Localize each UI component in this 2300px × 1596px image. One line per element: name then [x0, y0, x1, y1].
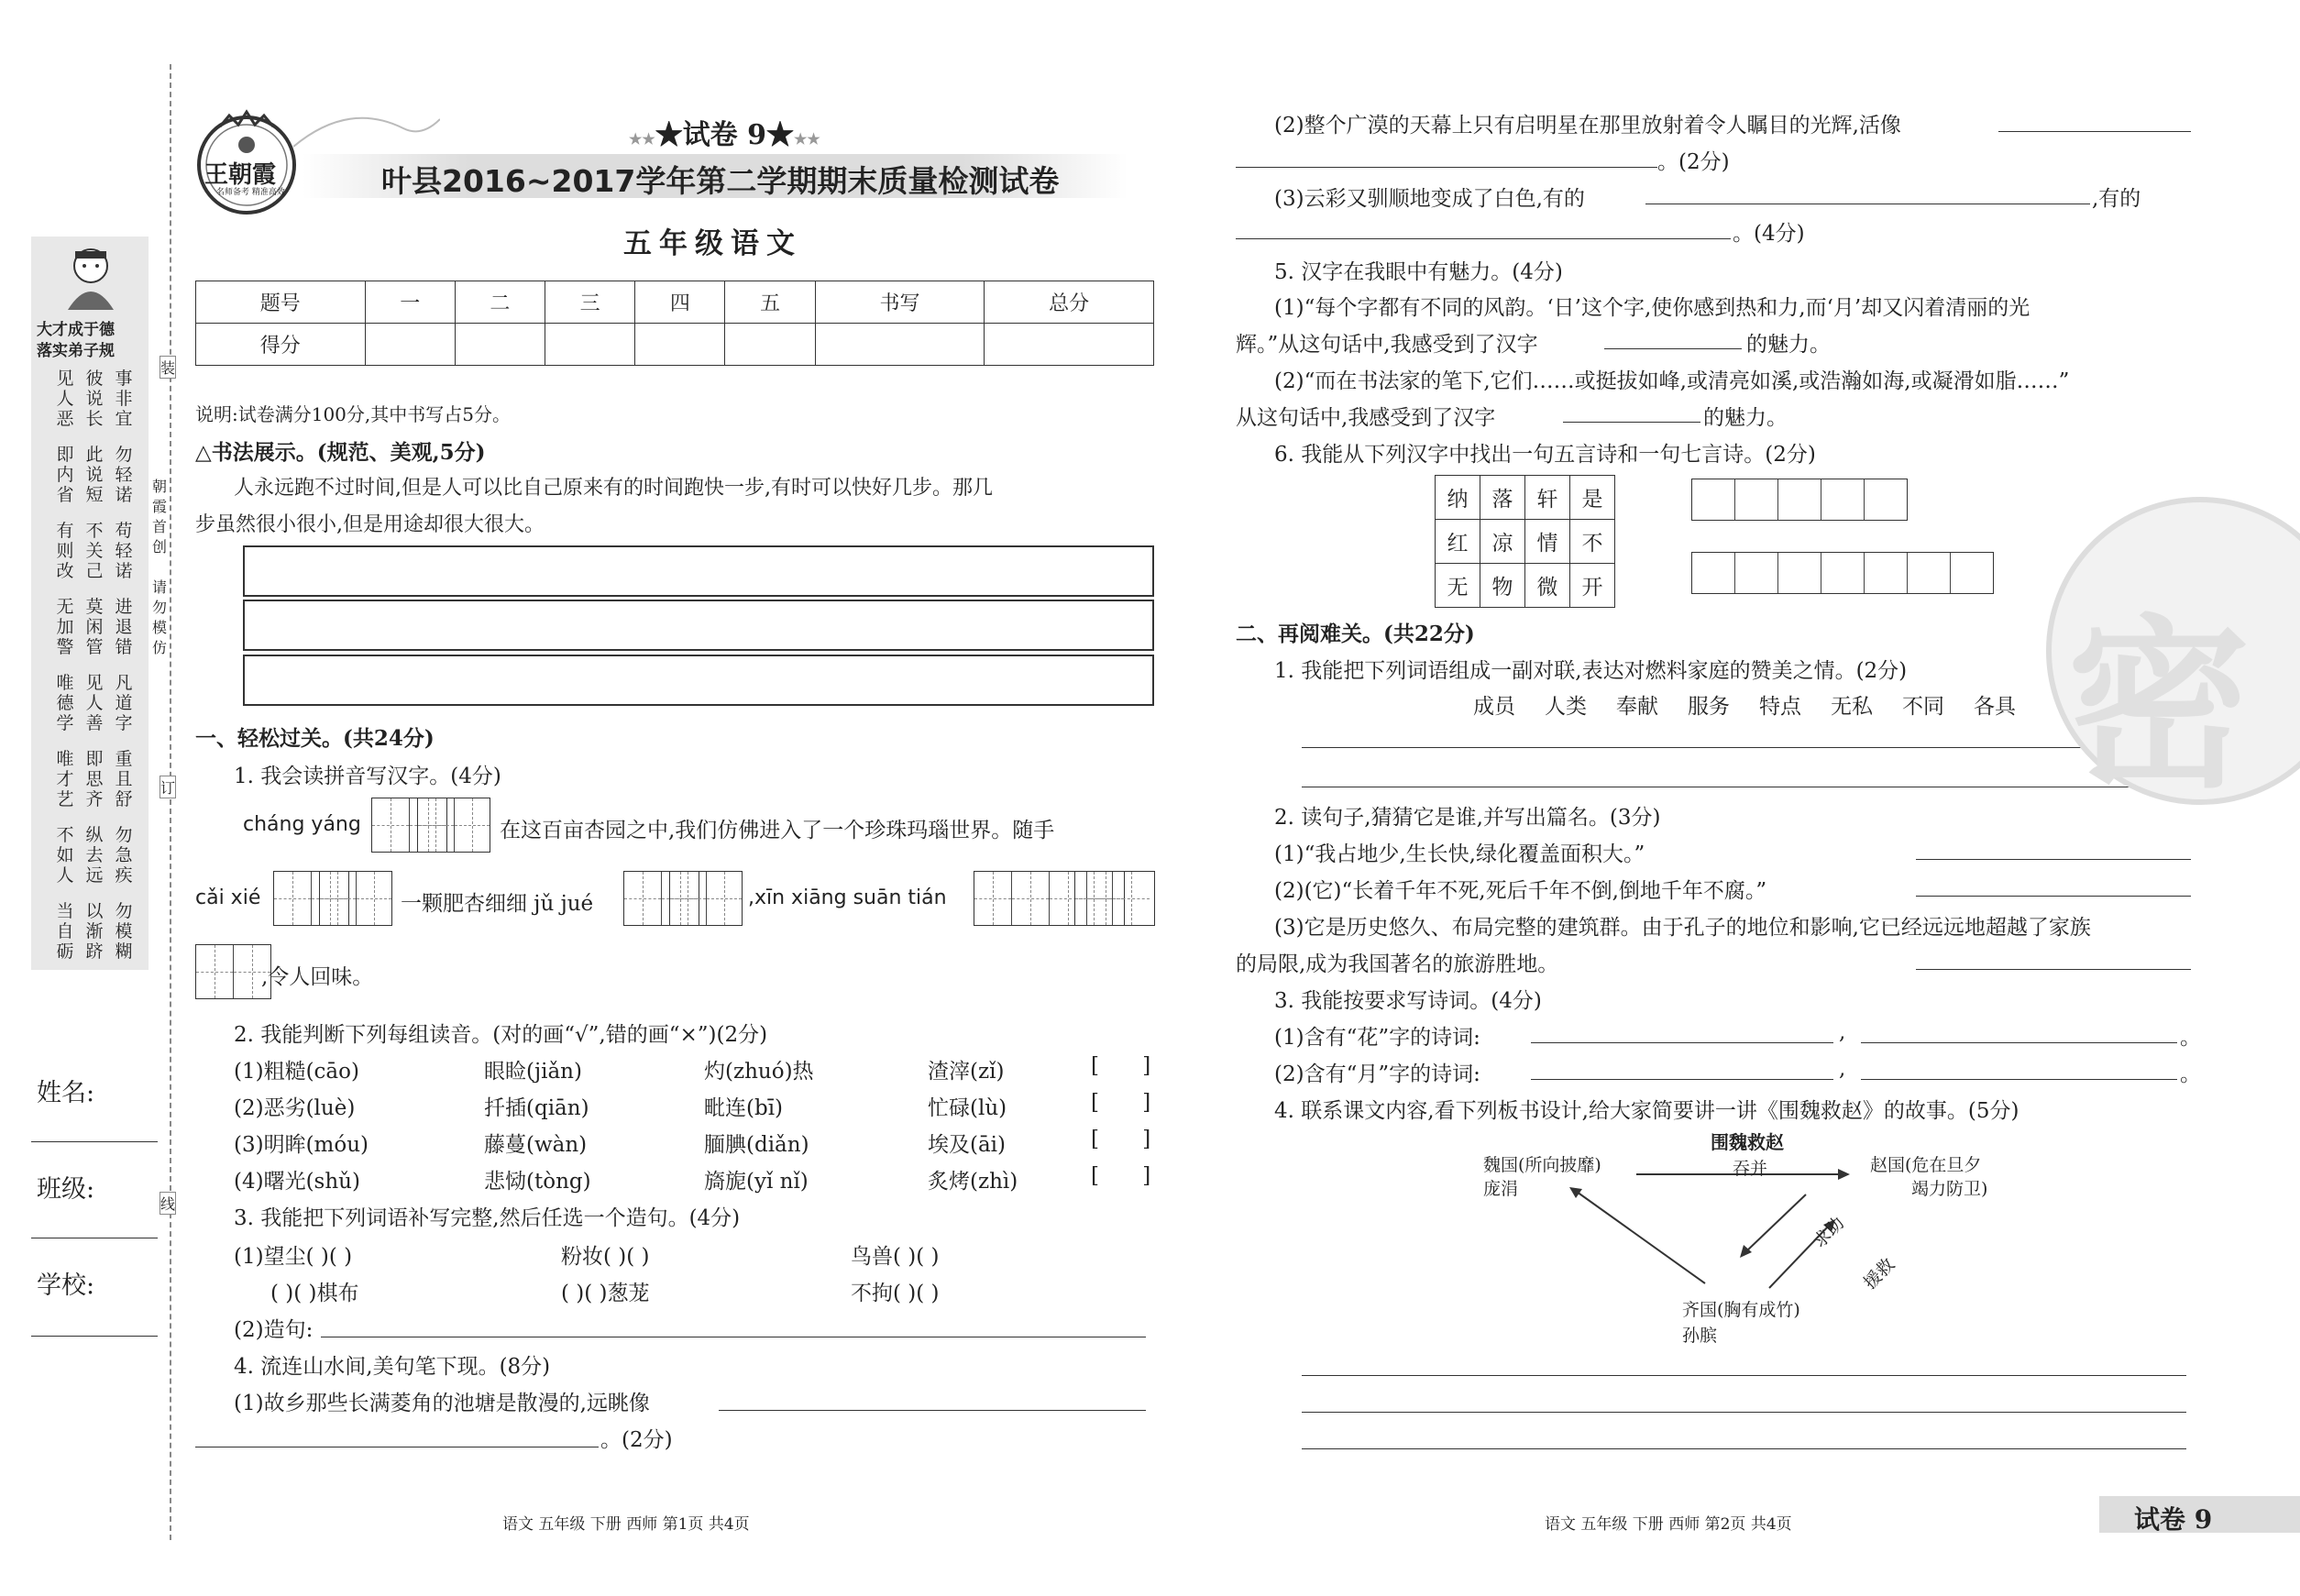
mascot-figure — [55, 246, 127, 312]
score-cell[interactable] — [815, 324, 985, 366]
question-4: 4. 流连山水间,美句笔下现。(8分) — [234, 1355, 551, 1379]
poem-char: 轩 — [1525, 476, 1570, 520]
r-q4-3-line2[interactable] — [1236, 238, 1731, 239]
seven-char-answer[interactable] — [1691, 552, 1994, 594]
motto-line-1: 大才成于德 — [37, 321, 115, 339]
answer-bracket[interactable]: [ ] — [1091, 1128, 1170, 1151]
exam-title: 叶县2016~2017学年第二学期期末质量检测试卷 — [381, 163, 1060, 199]
period: 。 — [2180, 1062, 2201, 1086]
writing-grid-row[interactable] — [243, 600, 1154, 651]
motto-line-2: 落实弟子规 — [37, 342, 115, 360]
story-line-1[interactable] — [1302, 1375, 2186, 1376]
sidebar-motto-col: 纵去远 — [85, 825, 104, 886]
score-head: 总分 — [985, 281, 1154, 324]
r-q4-2a: (2)整个广漠的天幕上只有启明星在那里放射着令人瞩目的光辉,活像 — [1274, 114, 1901, 138]
poem-char: 纳 — [1436, 476, 1480, 520]
diagram-zhao-2: 竭力防卫) — [1911, 1179, 1988, 1199]
r-q4-3mid: ,有的 — [2092, 187, 2141, 211]
reading-item: (2)恶劣(luè) — [234, 1096, 356, 1120]
q4-1-end: 。(2分) — [600, 1428, 673, 1452]
exam-subtitle: 五年级语文 — [623, 227, 802, 260]
comma: , — [1839, 1057, 1846, 1081]
q5-1a: (1)“每个字都有不同的风韵。‘日’这个字,使你感到热和力,而‘月’却又闪着清丽的光 — [1274, 296, 2030, 320]
calligraphy-heading: △书法展示。(规范、美观,5分) — [195, 440, 486, 465]
q3-item: 不拘( )( ) — [851, 1282, 940, 1305]
sidebar-motto-col: 唯德学 — [56, 673, 74, 733]
couplet-word: 无私 — [1831, 695, 1873, 719]
score-head: 一 — [365, 281, 455, 324]
pinyin-3: ,xīn xiāng suān tián — [748, 886, 947, 909]
exam-number: ★★★试卷 9★★★ — [629, 119, 820, 151]
sidebar-motto-col: 勿急疾 — [115, 825, 133, 886]
poem-grid — [1435, 475, 1615, 608]
reading-item: 腼腆(diǎn) — [704, 1133, 809, 1157]
sidebar-motto-col: 莫闲管 — [85, 597, 104, 657]
diagram-qi: 齐国(胸有成竹) — [1682, 1300, 1800, 1320]
score-cell[interactable] — [455, 324, 545, 366]
diagram-wei-person: 庞涓 — [1483, 1179, 1519, 1199]
sidebar-motto-col: 彼说长 — [85, 369, 104, 429]
diagram-qi-person: 孙膑 — [1682, 1326, 1718, 1346]
reading-item: (4)曙光(shǔ) — [234, 1170, 360, 1194]
writing-grid-row[interactable] — [243, 545, 1154, 597]
poem-char: 物 — [1480, 564, 1525, 608]
logo-sub: 名师备考 精准高效 — [216, 188, 285, 197]
question-2: 2. 我能判断下列每组读音。(对的画“√”,错的画“×”)(2分) — [234, 1023, 768, 1047]
q5-2a: (2)“而在书法家的笔下,它们……或挺拔如峰,或清亮如溪,或浩瀚如海,或凝滑如脂……” — [1274, 369, 2070, 393]
score-head: 四 — [635, 281, 725, 324]
score-cell[interactable] — [725, 324, 815, 366]
question-3: 3. 我能把下列词语补写完整,然后任选一个造句。(4分) — [234, 1206, 741, 1230]
q5-2b-pre: 从这句话中,我感受到了汉字 — [1236, 406, 1496, 430]
s2-q2-3-line[interactable] — [1916, 969, 2191, 970]
s2-question-4: 4. 联系课文内容,看下列板书设计,给大家简要讲一讲《围魏救赵》的故事。(5分) — [1274, 1099, 2019, 1123]
score-head: 书写 — [815, 281, 985, 324]
answer-bracket[interactable]: [ ] — [1091, 1164, 1170, 1188]
poem-char: 不 — [1570, 520, 1615, 564]
sidebar-motto-col: 见人善 — [85, 673, 104, 733]
poem-char: 是 — [1570, 476, 1615, 520]
couplet-word: 服务 — [1688, 695, 1730, 719]
q5-1b-post: 的魅力。 — [1746, 333, 1831, 357]
q1-text-1: 在这百亩杏园之中,我们仿佛进入了一个珍珠玛瑙世界。随手 — [500, 819, 1055, 842]
story-line-3[interactable] — [1302, 1448, 2186, 1449]
moon-poem-line-a[interactable] — [1531, 1079, 1833, 1080]
reading-item: 灼(zhuó)热 — [704, 1060, 814, 1084]
score-head: 二 — [455, 281, 545, 324]
diagram-help: 求助 — [1809, 1213, 1849, 1252]
char-box-3b[interactable] — [669, 871, 743, 926]
reading-item: 悲恸(tòng) — [484, 1170, 591, 1194]
sidebar-motto-col: 苟轻诺 — [115, 521, 133, 581]
watermark-char: 密 — [2067, 598, 2251, 813]
copyright-2: 请勿模仿 — [151, 578, 167, 656]
score-cell[interactable] — [635, 324, 725, 366]
copyright-1: 朝霞首创 — [151, 478, 167, 556]
q5-2b-post: 的魅力。 — [1703, 406, 1788, 430]
score-head: 题号 — [196, 281, 366, 324]
reading-item: 渣滓(zǐ) — [928, 1060, 1005, 1084]
school-label: 学校: — [37, 1271, 95, 1300]
sidebar-motto-col: 唯才艺 — [56, 749, 74, 809]
reading-item: 眼睑(jiǎn) — [484, 1060, 582, 1084]
poem-char: 情 — [1525, 520, 1570, 564]
q5-2-line[interactable] — [1563, 422, 1700, 423]
name-label: 姓名: — [37, 1079, 95, 1107]
couplet-word: 各具 — [1974, 695, 2016, 719]
reading-item: 埃及(āi) — [928, 1133, 1007, 1157]
sidebar-motto-col: 进退错 — [115, 597, 133, 657]
char-box-4b[interactable] — [1074, 871, 1155, 926]
sidebar-motto-col: 不如人 — [56, 825, 74, 886]
sidebar-motto-col: 即思齐 — [85, 749, 104, 809]
diagram-zhao: 赵国(危在旦夕 — [1870, 1155, 1982, 1175]
arrow-zhao-qi — [1746, 1194, 1806, 1251]
section-1-heading: 一、轻松过关。(共24分) — [195, 726, 435, 751]
footer-right: 语文 五年级 下册 西师 第2页 共4页 — [1545, 1515, 1792, 1534]
period: 。 — [2180, 1026, 2201, 1050]
sidebar-motto-col: 勿轻诺 — [115, 445, 133, 505]
flower-poem-line-a[interactable] — [1531, 1042, 1833, 1043]
sidebar-motto-col: 勿模糊 — [115, 901, 133, 962]
cut-line — [170, 64, 171, 1540]
poem-char: 开 — [1570, 564, 1615, 608]
logo-text: 王朝霞 — [204, 161, 277, 189]
s2-q2-3b: 的局限,成为我国著名的旅游胜地。 — [1236, 952, 1559, 976]
sidebar-motto-col: 见人恶 — [56, 369, 74, 429]
couplet-word: 奉献 — [1616, 695, 1658, 719]
s2-question-2: 2. 读句子,猜猜它是谁,并写出篇名。(3分) — [1274, 806, 1661, 830]
corner-label: 试卷 9 — [2134, 1504, 2213, 1535]
sidebar-motto-col: 事非宜 — [115, 369, 133, 429]
five-char-answer[interactable] — [1691, 479, 1908, 521]
s2-q2-3a: (3)它是历史悠久、布局完整的建筑群。由于孔子的地位和影响,它已经远远地超越了家族 — [1274, 916, 2091, 940]
section-2-heading: 二、再阅难关。(共22分) — [1236, 622, 1475, 646]
poem-char: 落 — [1480, 476, 1525, 520]
diagram-annex: 吞并 — [1733, 1159, 1768, 1179]
reading-item: 藤蔓(wàn) — [484, 1133, 588, 1157]
char-box-1b[interactable] — [417, 798, 490, 853]
char-box-5[interactable] — [195, 944, 271, 999]
writing-grid-row[interactable] — [243, 655, 1154, 706]
header-decor-curve — [293, 101, 440, 156]
s2-q2-1: (1)“我占地少,生长快,绿化覆盖面积大。” — [1274, 842, 1645, 866]
q5-1b-pre: 辉。”从这句话中,我感受到了汉字 — [1236, 333, 1538, 357]
q5-1-line[interactable] — [1604, 348, 1742, 349]
diagram-rescue: 援救 — [1859, 1254, 1899, 1293]
calligraphy-text-2: 步虽然很小很小,但是用途却很大很大。 — [195, 513, 545, 536]
q1-text-2: 一颗肥杏细细 jǔ jué — [401, 892, 594, 916]
couplet-word: 特点 — [1759, 695, 1801, 719]
pinyin-1: cháng yáng — [243, 813, 361, 836]
s2-question-1: 1. 我能把下列词语组成一副对联,表达对燃料家庭的赞美之情。(2分) — [1274, 659, 1908, 683]
s2-q2-2-line[interactable] — [1916, 896, 2191, 897]
footer-left: 语文 五年级 下册 西师 第1页 共4页 — [502, 1515, 750, 1534]
couplet-word: 成员 — [1473, 695, 1515, 719]
s2-q3-1: (1)含有“花”字的诗词: — [1274, 1026, 1480, 1050]
score-head: 三 — [545, 281, 635, 324]
cut-label-1: 装 — [160, 356, 176, 379]
reading-item: (3)明眸(móu) — [234, 1133, 369, 1157]
arrow-qi-wei — [1577, 1192, 1705, 1283]
couplet-word: 人类 — [1545, 695, 1587, 719]
score-cell[interactable] — [985, 324, 1154, 366]
comma: , — [1839, 1020, 1846, 1044]
sidebar-motto-col: 有则改 — [56, 521, 74, 581]
diagram-title: 围魏救赵 — [1711, 1131, 1784, 1153]
score-cell[interactable] — [365, 324, 455, 366]
s2-q3-2: (2)含有“月”字的诗词: — [1274, 1062, 1480, 1086]
question-1: 1. 我会读拼音写汉字。(4分) — [234, 765, 501, 788]
sidebar-motto-col: 凡道字 — [115, 673, 133, 733]
school-field[interactable] — [31, 1336, 158, 1337]
sidebar-motto-col: 此说短 — [85, 445, 104, 505]
r-q4-3a: (3)云彩又驯顺地变成了白色,有的 — [1274, 187, 1585, 211]
answer-bracket[interactable]: [ ] — [1091, 1054, 1170, 1078]
q4-1-line[interactable] — [719, 1410, 1146, 1411]
char-box-2b[interactable] — [319, 871, 392, 926]
s2-q2-1-line[interactable] — [1916, 859, 2191, 860]
question-6: 6. 我能从下列汉字中找出一句五言诗和一句七言诗。(2分) — [1274, 443, 1816, 467]
q3-item: ( )( )葱茏 — [561, 1282, 650, 1305]
r-q4-2-line2[interactable] — [1236, 167, 1657, 168]
q3-item: (1)望尘( )( ) — [234, 1245, 353, 1269]
q3-item: ( )( )棋布 — [270, 1282, 359, 1305]
q4-1-text: (1)故乡那些长满菱角的池塘是散漫的,远眺像 — [234, 1392, 650, 1415]
note: 说明:试卷满分100分,其中书写占5分。 — [195, 403, 511, 425]
poem-char: 红 — [1436, 520, 1480, 564]
reading-item: 扦插(qiān) — [484, 1096, 589, 1120]
r-q4-2b: 。(2分) — [1657, 150, 1730, 174]
moon-poem-line-b[interactable] — [1861, 1079, 2177, 1080]
calligraphy-text-1: 人永远跑不过时间,但是人可以比自己原来有的时间跑快一步,有时可以快好几步。那几 — [234, 477, 993, 500]
answer-bracket[interactable]: [ ] — [1091, 1091, 1170, 1115]
reading-item: 忙碌(lù) — [928, 1096, 1007, 1120]
poem-char: 凉 — [1480, 520, 1525, 564]
poem-char: 无 — [1436, 564, 1480, 608]
s2-question-3: 3. 我能按要求写诗词。(4分) — [1274, 989, 1542, 1013]
poem-char: 微 — [1525, 564, 1570, 608]
couplet-word: 不同 — [1902, 695, 1944, 719]
s2-q2-2: (2)(它)“长着千年不死,死后千年不倒,倒地千年不腐。” — [1274, 879, 1767, 903]
reading-item: 旖旎(yǐ nǐ) — [704, 1170, 809, 1194]
sidebar-motto-col: 无加警 — [56, 597, 74, 657]
q1-text-3: ,令人回味。 — [261, 965, 374, 989]
q3-item: 鸟兽( )( ) — [851, 1245, 940, 1269]
flower-poem-line-b[interactable] — [1861, 1042, 2177, 1043]
reading-item: (1)粗糙(cāo) — [234, 1060, 359, 1084]
sidebar-motto-col: 即内省 — [56, 445, 74, 505]
sidebar-motto-col: 不关己 — [85, 521, 104, 581]
q3-make-label: (2)造句: — [234, 1318, 314, 1342]
reading-item: 炙烤(zhì) — [928, 1170, 1018, 1194]
reading-item: 毗连(bī) — [704, 1096, 784, 1120]
score-label: 得分 — [196, 324, 366, 366]
name-field[interactable] — [31, 1141, 158, 1142]
score-table — [195, 281, 1154, 366]
diagram-wei: 魏国(所向披靡) — [1483, 1155, 1601, 1175]
pinyin-2: cǎi xié — [195, 886, 261, 909]
story-line-2[interactable] — [1302, 1412, 2186, 1413]
question-5: 5. 汉字在我眼中有魅力。(4分) — [1274, 260, 1563, 284]
r-q4-2-line1[interactable] — [1998, 131, 2191, 132]
cut-label-3: 线 — [160, 1192, 176, 1215]
cut-label-2: 订 — [160, 776, 176, 798]
score-cell[interactable] — [545, 324, 635, 366]
score-head: 五 — [725, 281, 815, 324]
sidebar-motto-col: 以渐跻 — [85, 901, 104, 962]
sidebar-motto-col: 当自砺 — [56, 901, 74, 962]
class-label: 班级: — [37, 1175, 95, 1204]
sidebar-motto-col: 重且舒 — [115, 749, 133, 809]
r-q4-3b: 。(4分) — [1733, 222, 1805, 246]
q3-item: 粉妆( )( ) — [561, 1245, 650, 1269]
